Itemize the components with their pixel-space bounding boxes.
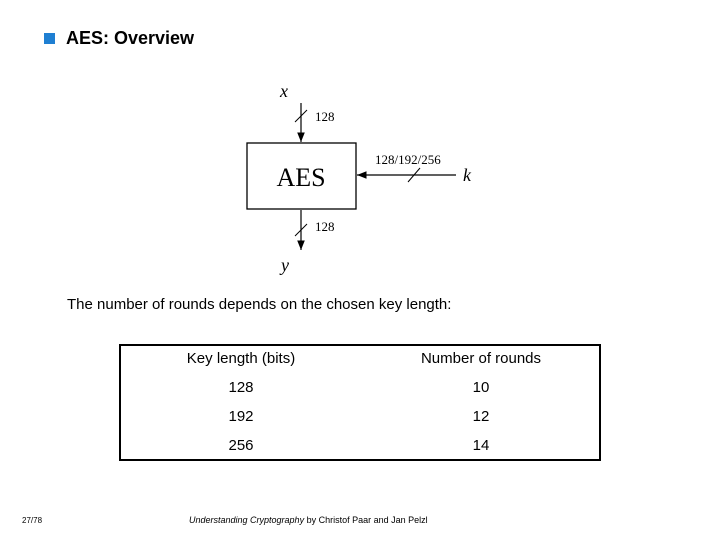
rounds-intro-text: The number of rounds depends on the chosen key length: <box>67 296 452 313</box>
table-header-rounds: Number of rounds <box>420 350 542 367</box>
footer-credit <box>189 515 428 525</box>
key-width-label: 128/192/256 <box>375 152 441 167</box>
table-cell-rounds: 10 <box>472 379 490 396</box>
aes-box-label: AES <box>276 163 326 192</box>
table-cell-rounds: 12 <box>472 408 490 425</box>
input-x-label: x <box>280 81 288 101</box>
key-k-label: k <box>463 165 471 185</box>
rounds-table <box>119 344 601 461</box>
footer-authors: by Christof Paar and Jan Pelzl <box>304 515 428 525</box>
output-width-label: 128 <box>315 219 335 234</box>
footer-book-title: Understanding Cryptography <box>189 515 305 525</box>
slide-title: AES: Overview <box>66 28 195 48</box>
table-cell-key-length: 128 <box>228 379 254 396</box>
table-cell-rounds: 14 <box>472 437 490 454</box>
input-width-label: 128 <box>315 109 335 124</box>
table-cell-key-length: 256 <box>228 437 254 454</box>
page-number: 27/78 <box>22 516 43 525</box>
table-header-key-length: Key length (bits) <box>186 350 296 367</box>
output-y-label: y <box>281 255 289 275</box>
table-cell-key-length: 192 <box>228 408 254 425</box>
